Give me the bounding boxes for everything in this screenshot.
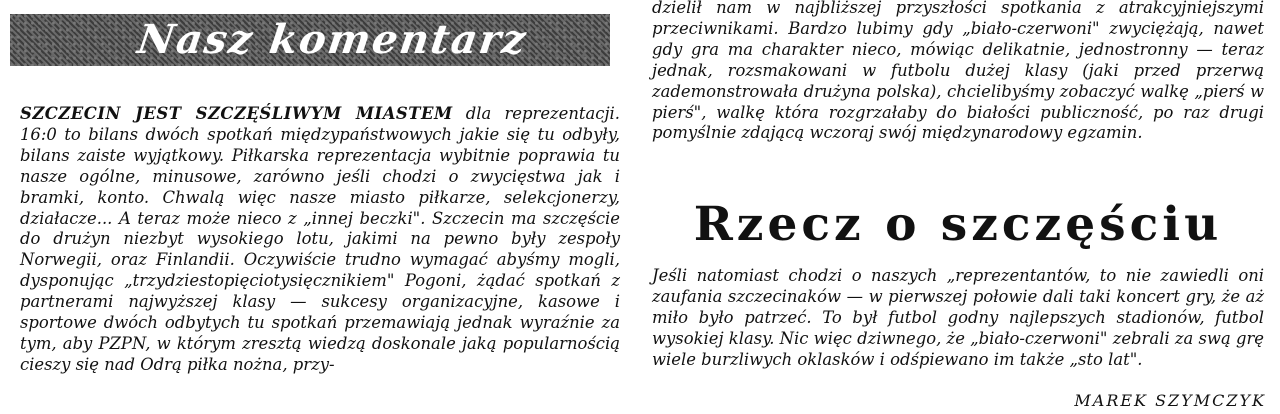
lead-in-caps: SZCZECIN JEST SZCZĘŚLIWYM MIASTEM	[20, 104, 453, 123]
section-subheading: Rzecz o szczęściu	[693, 197, 1223, 252]
right-column-bottom-text: Jeśli natomiast chodzi o naszych „reprezentantów, to nie zawiedli oni zaufania szczecinaków — w pierwszej połowie dali taki koncert gry, że aż miło było patrzeć. To był futbol godny najlepszych stadionów, futbol wysokiej klasy. Nic więc dziwnego, że „biało-czerwoni" zebrali za swą grę wiele burzliwych oklasków i odśpiewano im także „sto lat".	[652, 266, 1264, 369]
masthead-title: Nasz komentarz	[134, 16, 531, 63]
left-column-text	[20, 104, 620, 376]
author-byline: MAREK SZYMCZYK	[1074, 391, 1266, 410]
left-column-body: dla reprezentacji. 16:0 to bilans dwóch spotkań międzypaństwowych jakie się tu odbyły, bilans zaiste wyjątkowy. Piłkarska reprezentacja wybitnie poprawia tu nasze ogólne, minusowe, zarówno jeśli chodzi o zwycięstwa jak i bramki, konto. Chwalą więc nasze miasto piłkarze, selekcjonerzy, działacze... A teraz może nieco z „innej beczki". Szczecin ma szczęście do drużyn niezbyt wysokiego lotu, jakimi na pewno były zespoły Norwegii, oraz Finlandii. Oczywiście trudno wymagać abyśmy mogli, dysponując „trzydziestopięciotysięcznikiem" Pogoni, żądać spotkań z partnerami najwyższej klasy — sukcesy organizacyjne, kasowe i sportowe dwóch odbytych tu spotkań przemawiają jednak wyraźnie za tym, aby PZPN, w którym zresztą wiedzą doskonale jaką popularnością cieszy się nad Odrą piłka nożna, przy-	[20, 104, 620, 374]
masthead-banner	[10, 14, 610, 66]
right-column-top-text: dzielił nam w najbliższej przyszłości spotkania z atrakcyjniejszymi przeciwnikami. Bardzo lubimy gdy „biało-czerwoni" zwyciężają, nawet gdy gra ma charakter nieco, mówiąc delikatnie, jednostronny — teraz jednak, rozsmakowani w futbolu dużej klasy (jaki przed przerwą zademonstrowała drużyna polska), chcielibyśmy zobaczyć walkę „pierś w pierś", walkę która rozgrzałaby do białości publiczność, po raz drugi pomyślnie zdającą wczoraj swój międzynarodowy egzamin.	[652, 0, 1264, 143]
